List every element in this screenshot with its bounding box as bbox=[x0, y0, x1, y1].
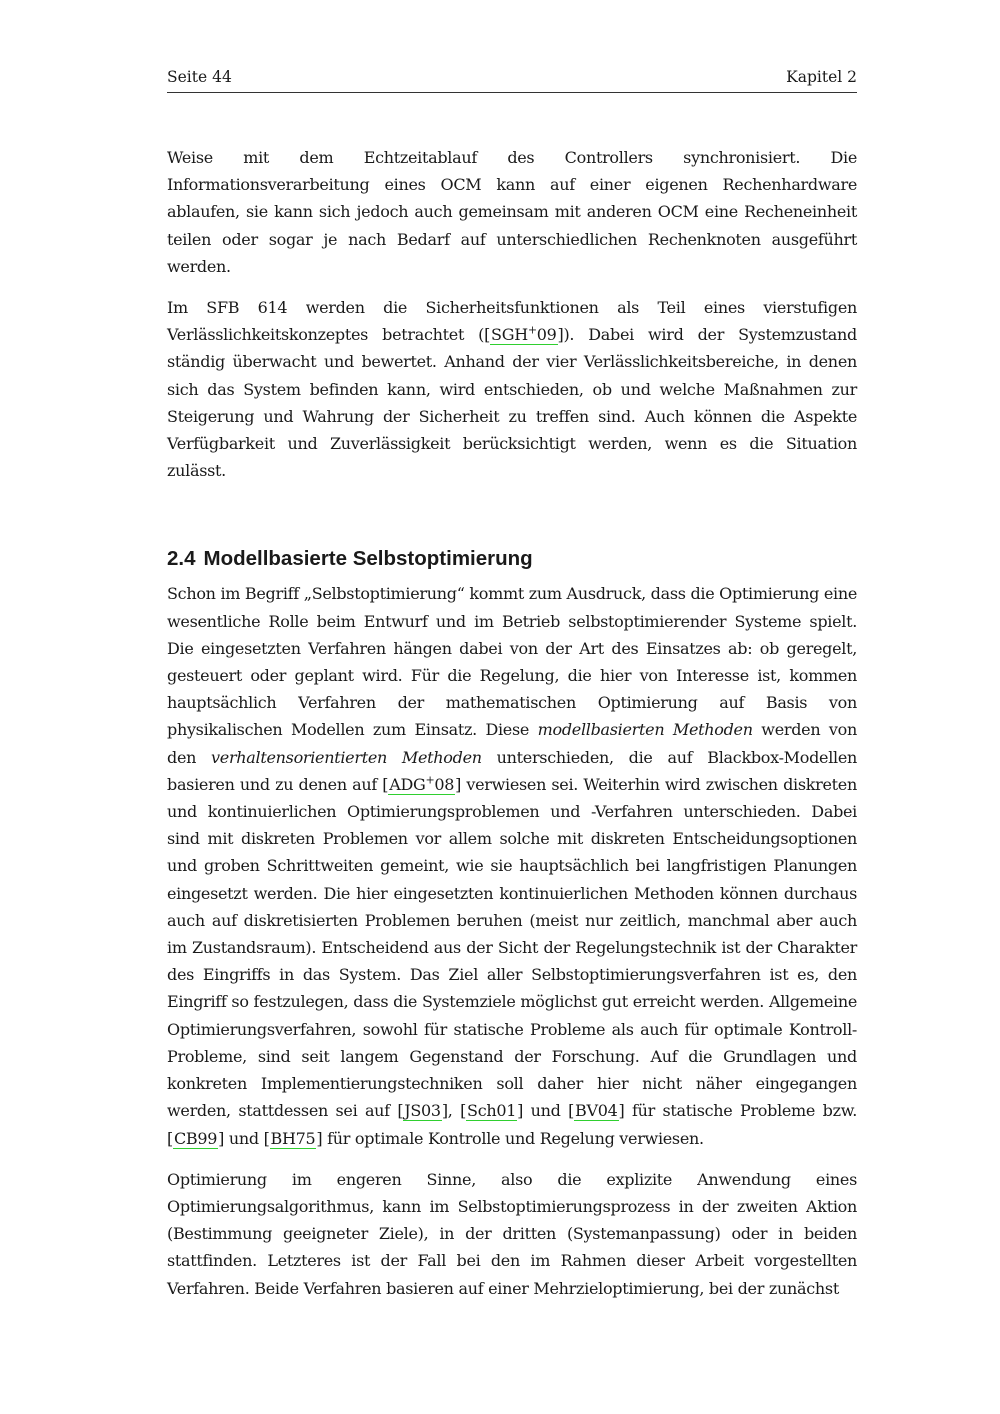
paragraph-3 bbox=[167, 580, 857, 1151]
citation-link-adg08[interactable] bbox=[388, 775, 455, 795]
text-run: ] verwiesen sei. Weiterhin wird zwischen diskreten und kontinuierlichen Optimierungsproblemen und -Verfahren unterschieden. Dabei sind mit diskreten Problemen vor allem solche mit diskreten Entscheidungsoptionen und groben Schrittweiten gemeint, wie sie hauptsächlich bei langfristigen Planungen eingesetzt werden. Die hier eingesetzten kontinuierlichen Methoden können durchaus auch auf diskretisierten Problemen beruhen (meist nur zeitlich, manchmal aber auch im Zustandsraum). Entscheidend aus der Sicht der Regelungstechnik ist der Charakter des Eingriffs in das System. Das Ziel aller Selbstoptimierungsverfahren ist es, den Eingriff so festzulegen, dass die Systemziele möglichst gut erreicht werden. Allgemeine Optimierungsverfahren, sowohl für statische Probleme als auch für optimale Kontroll-Probleme, sind seit langem Gegenstand der Forschung. Auf die Grundlagen und konkreten Implementierungstechniken soll daher hier nicht näher eingegangen werden, stattdessen sei auf [ bbox=[167, 774, 857, 1121]
page-number: Seite 44 bbox=[167, 68, 232, 86]
text-run: unterschieden, die auf Blackbox-Modellen basieren und zu denen auf [ bbox=[167, 747, 858, 794]
text-run: ]). Dabei wird der Systemzustand ständig überwacht und bewertet. Anhand der vier Verlässlichkeitsbereiche, in denen sich das System befinden kann, wird entschieden, ob und welche Maßnahmen zur Steigerung und Wahrung der Sicherheit zu treffen sind. Auch können die Aspekte Verfügbarkeit und Zuverlässigkeit berücksichtigt werden, wenn es die Situation zulässt. bbox=[167, 325, 857, 481]
citation-sup: + bbox=[425, 773, 435, 787]
citation-key: ADG bbox=[389, 774, 426, 794]
emphasis-text: modellbasierten Methoden bbox=[537, 720, 753, 740]
text-run: Im SFB 614 werden die Sicherheitsfunktionen als Teil eines vierstufigen Verlässlichkeitskonzeptes betrachtet ([ bbox=[167, 298, 857, 345]
chapter-label: Kapitel 2 bbox=[786, 68, 857, 86]
body-text bbox=[167, 144, 857, 1316]
citation-sup: + bbox=[527, 323, 537, 337]
text-run: ] für optimale Kontrolle und Regelung verwiesen. bbox=[316, 1128, 704, 1148]
citation-link-cb99[interactable]: CB99 bbox=[173, 1128, 218, 1148]
paragraph-1: Weise mit dem Echtzeitablauf des Controllers synchronisiert. Die Informationsverarbeitung eines OCM kann auf einer eigenen Rechenhardware ablaufen, sie kann sich jedoch auch gemeinsam mit anderen OCM eine Recheneinheit teilen oder sogar je nach Bedarf auf unterschiedlichen Rechenknoten ausgeführt werden. bbox=[167, 148, 857, 276]
text-run: ], [ bbox=[441, 1101, 467, 1121]
section-number: 2.4 bbox=[167, 547, 196, 571]
emphasis-text: verhaltensorientierten Methoden bbox=[211, 747, 482, 767]
text-run: ] und [ bbox=[517, 1101, 575, 1121]
citation-link-sgh09[interactable] bbox=[490, 325, 557, 345]
text-run: ] und [ bbox=[218, 1128, 270, 1148]
section-heading bbox=[167, 546, 857, 572]
citation-year: 08 bbox=[434, 774, 455, 794]
paragraph-4: Optimierung im engeren Sinne, also die explizite Anwendung eines Optimierungsalgorithmus, kann im Selbstoptimierungsprozess in der zweiten Aktion (Bestimmung geeigneter Ziele), in der dritten (Systemanpassung) oder in beiden stattfinden. Letzteres ist der Fall bei den im Rahmen dieser Arbeit vorgestellten Verfahren. Beide Verfahren basieren auf einer Mehrzieloptimierung, bei der zunächst bbox=[167, 1169, 857, 1298]
text-run: werden von den bbox=[167, 720, 857, 767]
running-header bbox=[167, 66, 857, 93]
citation-link-bh75[interactable]: BH75 bbox=[270, 1128, 316, 1148]
citation-year: 09 bbox=[536, 325, 557, 345]
citation-link-js03[interactable]: JS03 bbox=[404, 1101, 441, 1121]
paragraph-2 bbox=[167, 294, 857, 484]
citation-link-sch01[interactable]: Sch01 bbox=[467, 1101, 517, 1121]
section-title: Modellbasierte Selbstoptimierung bbox=[203, 547, 533, 571]
text-run: ] für statische Probleme bzw. [ bbox=[167, 1101, 857, 1148]
citation-key: SGH bbox=[491, 325, 528, 345]
citation-link-bv04[interactable]: BV04 bbox=[575, 1101, 618, 1121]
text-run: Schon im Begriff „Selbstoptimierung“ kommt zum Ausdruck, dass die Optimierung eine wesentliche Rolle beim Entwurf und im Betrieb selbstoptimierender Systeme spielt. Die eingesetzten Verfahren hängen dabei von der Art des Einsatzes ab: ob geregelt, gesteuert oder geplant wird. Für die Regelung, die hier von Interesse ist, kommen hauptsächlich Verfahren der mathematischen Optimierung auf Basis von physikalischen Modellen zum Einsatz. Diese bbox=[167, 584, 857, 740]
